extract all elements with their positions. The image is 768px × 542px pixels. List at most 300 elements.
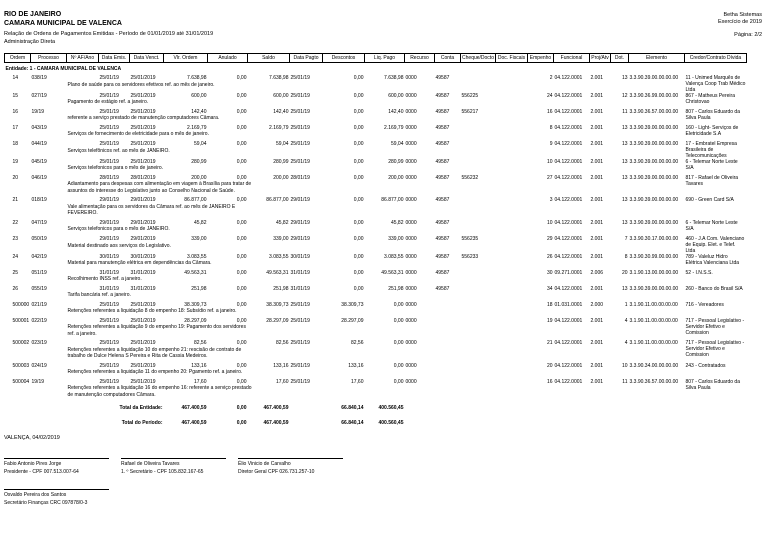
cell-descontos: 0,00: [353, 197, 364, 203]
cell-descontos: 0,00: [353, 269, 364, 276]
state-name: RIO DE JANEIRO: [4, 11, 62, 18]
signature-name: Fabio Antonio Pires Jorge: [4, 461, 62, 467]
cell-elemento: 3.3.90.36.57.00.00.00: [629, 378, 679, 385]
cell-dot: 13: [621, 219, 628, 226]
cell-ordem: 22: [12, 219, 19, 226]
cell-saldo: 3.083,55: [269, 253, 289, 260]
order-description-row: [5, 243, 747, 254]
cell-descricao: [67, 243, 685, 254]
spacer-cell: [5, 369, 67, 379]
cell-saldo: 38.309,73: [266, 301, 289, 308]
total-label: Total da Entidade:: [119, 405, 163, 411]
spacer-cell: [5, 82, 67, 93]
cell-funcional: 04.122.0001: [554, 317, 583, 324]
spacer-cell: [5, 276, 67, 286]
cell-ordem: 20: [12, 174, 19, 181]
cell-data_emis: 25/01/19: [99, 317, 119, 324]
cell-saldo: 45,82: [275, 219, 289, 226]
order-description: Vale alimentação para os servidores da Câmara ref. ao mês de JANEIRO E FEVEREIRO.: [67, 203, 236, 216]
payment-orders-table: [4, 53, 747, 426]
order-description-row: [5, 369, 747, 379]
cell-data_emis: 29/01/19: [99, 197, 119, 203]
cell-anulado: 0,00: [236, 362, 247, 369]
cell-processo: 024/19: [31, 362, 47, 369]
cell-dot: 13: [621, 74, 628, 81]
cell-empenho: 19: [546, 317, 553, 324]
cell-vlr_ordem: 45,82: [193, 219, 207, 226]
order-description-row: [5, 165, 747, 175]
cell-af_ano: [67, 236, 99, 243]
cell-vlr_ordem: 28.297,09: [184, 317, 207, 324]
cell-processo: 021/19: [31, 301, 47, 308]
cell-anulado: 0,00: [236, 108, 247, 115]
cell-credor: 243 - Contratados: [685, 362, 726, 369]
cell-vlr_ordem: 38.309,73: [184, 301, 207, 308]
cell-conta: 49587: [435, 124, 450, 131]
total-vlr-ordem: 467.400,59: [181, 419, 207, 426]
column-header: Descontos: [323, 54, 365, 63]
cell-data_emis: 25/01/19: [99, 378, 119, 385]
column-header: Proj/Atv: [591, 55, 609, 61]
cell-processo: 055/19: [31, 285, 47, 292]
cell-empenho: 3: [549, 197, 553, 203]
order-row: [5, 236, 747, 243]
cell-dot: 13: [621, 197, 628, 203]
cell-elemento: 3.3.90.34.00.00.00.00: [629, 362, 679, 369]
signature-role: Presidente - CPF 007.513.007-64: [4, 468, 79, 475]
cell-descricao: [67, 165, 685, 175]
cell-credor: 717 - Pessoal Legislativo - Servidor Efetivo e Comission: [685, 317, 745, 336]
cell-ordem: 15: [12, 92, 19, 99]
cell-anulado: 0,00: [236, 301, 247, 308]
cell-ordem: 500000: [12, 301, 30, 308]
cell-proj_atv: 2.001: [590, 108, 604, 115]
place-date: VALENÇA, 04/02/2019: [4, 435, 60, 441]
cell-processo: 043/19: [31, 124, 47, 131]
cell-proj_atv: 2.001: [590, 362, 604, 369]
cell-data_pagto: 25/01/19: [290, 108, 310, 115]
cell-saldo: 17,60: [275, 378, 289, 385]
cell-saldo: 251,98: [273, 285, 289, 292]
spacer-cell: [5, 324, 67, 340]
cell-credor: 716 - Vereadores: [685, 301, 724, 308]
cell-ordem: 23: [12, 235, 19, 242]
column-header: Ordem: [5, 54, 31, 63]
cell-liq_pago: 600,00: [388, 92, 404, 99]
cell-proj_atv: 2.001: [590, 285, 604, 292]
cell-elemento: 3.3.90.39.00.00.00.00: [629, 219, 679, 226]
cell-saldo: 200,00: [273, 174, 289, 181]
signature-name: Élio Vinicio de Carvalho: [238, 461, 291, 467]
spacer-cell: [5, 243, 67, 254]
order-description-row: [5, 181, 747, 197]
cell-elemento: 3.1.90.13.00.00.00.00: [629, 269, 679, 276]
cell-saldo: 49.563,31: [266, 269, 289, 276]
cell-anulado: 0,00: [236, 92, 247, 99]
cell-dot: 8: [624, 253, 628, 260]
cell-proj_atv: 2.001: [590, 253, 604, 260]
cell-cheque: 556233: [461, 253, 479, 260]
cell-data_pagto: 25/01/19: [290, 92, 310, 99]
cell-data_emis: 31/01/19: [99, 269, 119, 276]
cell-vlr_ordem: 7.638,98: [187, 74, 207, 81]
cell-empenho: 16: [546, 108, 553, 115]
cell-vlr_ordem: 280,99: [191, 158, 207, 165]
cell-elemento: 3.3.90.39.00.00.00.00: [629, 124, 679, 131]
cell-conta: 49587: [435, 92, 450, 99]
order-description: Serviços telefonicos para o mês de JANEIRO.: [67, 226, 170, 232]
cell-descontos: 133,16: [348, 362, 364, 369]
cell-funcional: 04.122.0001: [554, 219, 583, 226]
cell-dot: 13: [621, 285, 628, 292]
cell-funcional: 04.122.0001: [554, 235, 583, 242]
signature-role: Diretor Geral CPF 026.731.257-10: [238, 468, 315, 475]
cell-descricao: [67, 260, 685, 270]
entity-label: Entidade: 1 - CAMARA MUNICIPAL DE VALENCA: [5, 66, 122, 72]
cell-processo: 047/19: [31, 219, 47, 226]
cell-data_pagto: 30/01/19: [290, 253, 310, 260]
cell-ordem: 17: [12, 124, 19, 131]
cell-descricao: [67, 148, 685, 159]
cell-anulado: 0,00: [236, 378, 247, 385]
cell-proj_atv: 2.001: [590, 219, 604, 226]
cell-saldo: 600,00: [273, 92, 289, 99]
cell-funcional: 04.122.0001: [554, 92, 583, 99]
cell-cheque: 556232: [461, 174, 479, 181]
cell-dot: 11: [622, 108, 628, 115]
cell-conta: 49587: [435, 174, 450, 181]
cell-saldo: 28.297,09: [266, 317, 289, 324]
cell-recurso: 0000: [405, 285, 417, 292]
cell-elemento: 3.3.90.30.17.00.00.00: [629, 235, 679, 242]
cell-liq_pago: 0,00: [393, 340, 404, 346]
cell-descricao: [67, 204, 685, 220]
cell-recurso: 0000: [405, 124, 417, 131]
spacer-cell: [5, 131, 67, 141]
order-row: [5, 75, 747, 82]
order-description: Material destinado aos serviços do Legislativo.: [67, 242, 171, 249]
cell-processo: 19/19: [31, 108, 45, 115]
cell-anulado: 0,00: [236, 235, 247, 242]
order-description-row: [5, 276, 747, 286]
cell-data_pagto: 25/01/19: [290, 158, 310, 165]
spacer-cell: [5, 204, 67, 220]
total-entity-row: [5, 401, 747, 412]
cell-anulado: 0,00: [236, 285, 247, 292]
cell-credor: 260 - Banco do Brasil S/A: [685, 285, 743, 292]
cell-recurso: 0000: [405, 92, 417, 99]
order-description-row: [5, 226, 747, 236]
cell-recurso: 0000: [405, 301, 417, 308]
cell-liq_pago: 7.638,98: [384, 74, 404, 81]
cell-descricao: [67, 308, 685, 318]
cell-recurso: 0000: [405, 253, 417, 260]
cell-proj_atv: 2.001: [590, 317, 604, 324]
cell-descricao: [67, 82, 685, 93]
column-header: Empenho: [528, 54, 554, 63]
cell-data_venct: 25/01/2019: [130, 140, 156, 147]
cell-data_pagto: 25/01/19: [290, 74, 310, 81]
cell-descricao: [67, 324, 685, 340]
cell-funcional: 04.122.0001: [554, 174, 583, 181]
spacer-cell: [5, 226, 67, 236]
cell-liq_pago: 45,82: [390, 219, 404, 226]
cell-dot: 4: [624, 340, 628, 346]
cell-dot: 4: [624, 317, 628, 324]
order-description: Serviços telefonicos para o mês de janeiro.: [67, 165, 164, 171]
order-description-row: [5, 347, 747, 363]
order-description-row: [5, 308, 747, 318]
total-saldo: 467.400,59: [263, 405, 289, 411]
column-header: Data Venct.: [130, 54, 164, 63]
order-description-row: [5, 260, 747, 270]
cell-descontos: 82,56: [350, 340, 364, 346]
cell-data_pagto: 29/01/19: [290, 235, 310, 242]
cell-descricao: [67, 369, 685, 379]
cell-empenho: 30: [546, 269, 553, 276]
cell-data_pagto: 25/01/19: [290, 378, 310, 385]
cell-credor: 6 - Telemar Norte Leste S/A: [685, 158, 738, 171]
cell-proj_atv: 2.001: [590, 124, 604, 131]
order-description-row: [5, 99, 747, 109]
cell-vlr_ordem: 2.169,79: [187, 124, 207, 131]
cell-empenho: 2: [549, 74, 553, 81]
cell-credor: 817 - Rafael de Oliveira Tavares: [685, 174, 739, 187]
cell-processo: 051/19: [31, 269, 47, 276]
organization-name: CAMARA MUNICIPAL DE VALENCA: [4, 20, 122, 27]
cell-ordem: 24: [12, 253, 19, 260]
cell-liq_pago: 0,00: [393, 317, 404, 324]
cell-recurso: 0000: [405, 269, 417, 276]
cell-conta: 49587: [435, 235, 450, 242]
cell-recurso: 0000: [405, 378, 417, 385]
order-description: Material para manutenção elétrica em dependências da Câmara.: [67, 260, 212, 266]
cell-descricao: [67, 385, 685, 401]
report-header-right: [718, 12, 762, 39]
cell-dot: 13: [621, 140, 628, 147]
total-anulado: 0,00: [236, 405, 247, 411]
cell-credor: 160 - Light- Serviços de Eletricidade S.A: [685, 124, 739, 137]
cell-empenho: 9: [549, 140, 553, 147]
column-header: Data Pagto: [290, 54, 323, 63]
cell-empenho: 24: [546, 92, 553, 99]
order-description: Retenções referentes a liquidação 10 do empenho 21: rescisão de contrato de trabalho de Dulce Helena S Pereira e Rita de Cassia Medeiros.: [67, 346, 242, 359]
cell-elemento: 3.3.90.39.00.00.00.00: [629, 74, 679, 81]
cell-data_emis: 25/01/19: [99, 140, 119, 147]
cell-recurso: 0000: [405, 362, 417, 369]
cell-anulado: 0,00: [236, 219, 247, 226]
cell-empenho: 10: [546, 219, 553, 226]
cell-dot: 7: [624, 235, 628, 242]
signature-president: [4, 458, 109, 476]
cell-saldo: 82,56: [275, 340, 289, 346]
total-descontos: 66.840,14: [341, 419, 364, 426]
cell-processo: 038/19: [31, 74, 47, 81]
cell-ordem: 19: [12, 158, 19, 165]
cell-processo: 050/19: [31, 235, 47, 242]
cell-funcional: 04.122.0001: [554, 340, 583, 346]
spacer-cell: [5, 148, 67, 159]
cell-vlr_ordem: 133,16: [191, 362, 207, 369]
signature-role: 1. º Secretário - CPF 105.832.167-65: [121, 468, 204, 475]
cell-recurso: 0000: [405, 108, 417, 115]
cell-ordem: 25: [12, 269, 19, 276]
cell-data_emis: 25/01/19: [99, 301, 119, 308]
cell-descontos: 0,00: [353, 285, 364, 292]
spacer-cell: [5, 115, 67, 125]
order-description: Retenções referentes a liquidação 8 do empenho 18: Subsídio ref. a janeiro.: [67, 308, 237, 314]
cell-data_emis: 29/01/19: [99, 235, 119, 242]
cell-anulado: 0,00: [236, 158, 247, 165]
cell-liq_pago: 49.563,31: [381, 269, 404, 276]
cell-data_emis: 28/01/19: [99, 174, 119, 181]
cell-empenho: 10: [546, 158, 553, 165]
cell-elemento: 3.3.90.39.00.00.00.00: [629, 158, 679, 165]
column-header: Data Emis.: [99, 54, 130, 63]
cell-data_emis: 25/01/19: [99, 74, 119, 81]
cell-data_venct: 25/01/2019: [130, 317, 156, 324]
cell-descricao: [67, 181, 685, 197]
cell-data_venct: 29/01/2019: [130, 219, 156, 226]
cell-cheque: 556235: [461, 235, 479, 242]
cell-empenho: 20: [546, 362, 553, 369]
cell-vlr_ordem: 339,00: [191, 235, 207, 242]
order-description: Tarifa bancária ref. a janeiro.: [67, 292, 131, 298]
cell-vlr_ordem: 251,98: [191, 285, 207, 292]
cell-credor: 17 - Embratel Empresa Brasileira de Telecomunicações: [685, 140, 737, 159]
cell-processo: 018/19: [31, 197, 47, 203]
cell-elemento: 3.3.90.36.99.00.00.00: [629, 92, 679, 99]
cell-descontos: 0,00: [353, 92, 364, 99]
order-description-row: [5, 204, 747, 220]
cell-descricao: [67, 115, 685, 125]
cell-dot: 11: [622, 378, 628, 385]
total-descontos: 66.840,14: [341, 405, 364, 411]
cell-empenho: 29: [546, 235, 553, 242]
cell-elemento: 3.3.90.39.00.00.00.00: [629, 285, 679, 292]
cell-descricao: [67, 226, 685, 236]
cell-conta: 49587: [435, 108, 450, 115]
cell-conta: 49587: [435, 285, 450, 292]
cell-recurso: 0000: [405, 235, 417, 242]
cell-descontos: 0,00: [353, 140, 364, 147]
cell-descricao: [67, 276, 685, 286]
column-header: Doc. Fiscais: [496, 54, 528, 63]
cell-descricao: [67, 99, 685, 109]
signature-name: Rafael de Oliveira Tavares: [121, 461, 180, 467]
cell-anulado: 0,00: [236, 197, 247, 203]
cell-credor: 789 - Valeluz Hidro Elétrica Valenciana Ltda: [685, 253, 740, 266]
cell-funcional: 04.122.0001: [554, 124, 583, 131]
cell-data_pagto: 28/01/19: [290, 174, 310, 181]
cell-elemento: 3.3.90.30.99.00.00.00: [629, 253, 679, 260]
cell-descontos: 0,00: [353, 124, 364, 131]
cell-anulado: 0,00: [236, 174, 247, 181]
cell-liq_pago: 0,00: [393, 301, 404, 308]
cell-vlr_ordem: 142,40: [191, 108, 207, 115]
cell-elemento: 3.1.90.11.00.00.00.00: [629, 301, 678, 308]
cell-data_pagto: 31/01/19: [290, 285, 310, 292]
cell-saldo: 280,99: [273, 158, 289, 165]
order-description: Recolhimento INSS ref. a janeiro.: [67, 276, 142, 282]
signature-row-2: [4, 489, 764, 507]
cell-dot: 13: [621, 174, 628, 181]
cell-processo: 027/19: [31, 92, 47, 99]
cell-liq_pago: 0,00: [393, 378, 404, 385]
order-description-row: [5, 82, 747, 93]
cell-data_emis: 25/01/19: [99, 340, 119, 346]
cell-recurso: 0000: [405, 174, 417, 181]
order-description-row: [5, 115, 747, 125]
order-description-row: [5, 385, 747, 401]
cell-data_pagto: 31/01/19: [290, 269, 310, 276]
cell-saldo: 142,40: [273, 108, 289, 115]
cell-conta: 49587: [435, 158, 450, 165]
signature-name: Osvaldo Pereira dos Santos: [4, 492, 67, 498]
total-period-row: [5, 412, 747, 427]
cell-vlr_ordem: 3.083,55: [187, 253, 207, 260]
report-title: Relação de Ordens de Pagamentos Emitidas - Período de 01/01/2019 até 31/01/2019: [4, 31, 214, 37]
column-header: Dot.: [611, 54, 629, 63]
cell-data_emis: 25/01/19: [99, 92, 119, 99]
cell-liq_pago: 280,99: [388, 158, 404, 165]
cell-recurso: 0000: [405, 317, 417, 324]
cell-data_emis: 31/01/19: [99, 285, 119, 292]
cell-saldo: 59,04: [275, 140, 289, 147]
cell-credor: 690 - Green Card S/A: [685, 197, 734, 203]
cell-processo: 042/19: [31, 253, 47, 260]
total-data-pagto: [290, 412, 323, 427]
cell-af_ano: [67, 75, 99, 82]
total-vlr-ordem: 467.400,59: [181, 405, 207, 411]
cell-data_venct: 25/01/2019: [130, 340, 156, 346]
cell-data_venct: 25/01/2019: [130, 124, 156, 131]
cell-data_venct: 25/01/2019: [130, 92, 156, 99]
cell-elemento: 3.3.90.39.00.00.00.00: [629, 197, 679, 203]
cell-recurso: 0000: [405, 74, 417, 81]
cell-saldo: 339,00: [273, 235, 289, 242]
report-header: [4, 10, 764, 46]
cell-elemento: 3.3.90.36.57.00.00.00: [629, 108, 679, 115]
cell-data_pagto: 29/01/19: [290, 219, 310, 226]
cell-ordem: 500004: [12, 378, 30, 385]
cell-processo: 045/19: [31, 158, 47, 165]
signature-director: [238, 458, 343, 476]
order-description-row: [5, 131, 747, 141]
cell-cheque: 556225: [461, 92, 479, 99]
cell-vlr_ordem: 600,00: [191, 92, 207, 99]
cell-proj_atv: 2.006: [590, 269, 604, 276]
cell-proj_atv: 2.001: [590, 74, 604, 81]
cell-data_venct: 29/01/2019: [130, 197, 156, 203]
cell-liq_pago: 251,98: [388, 285, 404, 292]
total-liq-pago: 400.560,45: [378, 419, 404, 426]
cell-data_venct: 30/01/2019: [130, 253, 156, 260]
cell-liq_pago: 2.169,79: [384, 124, 404, 131]
order-description: Retenções referentes a liquidação 16 do empenho 16: referente a serviço prestado de manutenção computadores Câmara.: [67, 385, 252, 398]
cell-empenho: 26: [546, 253, 553, 260]
cell-data_venct: 31/01/2019: [130, 285, 156, 292]
cell-processo: 19/19: [31, 378, 45, 385]
cell-credor: 867 - Matheus Pereira Christovao: [685, 92, 735, 105]
total-liq-pago: 400.560,45: [378, 405, 404, 411]
cell-data_emis: 30/01/19: [99, 253, 119, 260]
cell-data_venct: 25/01/2019: [130, 301, 156, 308]
cell-conta: 49587: [435, 140, 450, 147]
column-header: Recurso: [405, 54, 435, 63]
cell-dot: 13: [621, 124, 628, 131]
cell-dot: 10: [621, 362, 628, 369]
